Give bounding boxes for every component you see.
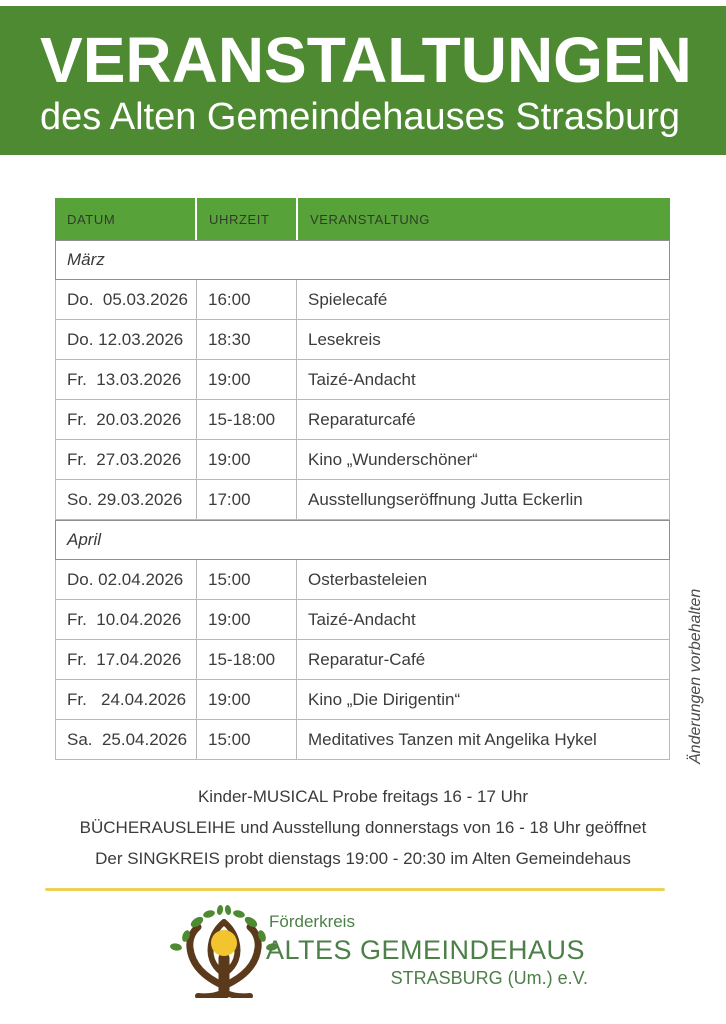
event-time: 18:30 [197, 320, 297, 359]
month-section-header: April [55, 520, 670, 560]
table-header-row [55, 198, 670, 240]
event-row [55, 320, 670, 360]
event-name: Ausstellungseröffnung Jutta Eckerlin [308, 489, 583, 509]
event-name: Kino „Die Dirigentin“ [308, 689, 461, 709]
foerderkreis-logo [168, 900, 598, 1000]
logo-line-altes-gemeindehaus: ALTES GEMEINDEHAUS [266, 935, 586, 965]
event-row [55, 560, 670, 600]
event-time: 19:00 [197, 360, 297, 399]
event-date: Do. 12.03.2026 [56, 320, 197, 359]
event-date: Fr. 10.04.2026 [56, 600, 197, 639]
event-date: Fr. 27.03.2026 [56, 440, 197, 479]
table-body [55, 240, 670, 760]
note-singkreis: Der SINGKREIS probt dienstags 19:00 - 20:30 im Alten Gemeindehaus [95, 849, 631, 868]
event-name: Taizé-Andacht [308, 369, 416, 389]
event-time: 15:00 [197, 560, 297, 599]
event-time: 19:00 [197, 440, 297, 479]
logo-line-foerderkreis: Förderkreis [269, 912, 355, 931]
header-band [0, 6, 726, 155]
divider-line [45, 888, 665, 891]
month-section-header: März [55, 240, 670, 280]
event-time: 15-18:00 [197, 640, 297, 679]
column-header-datum: DATUM [55, 198, 195, 240]
note-buecherausleihe: BÜCHERAUSLEIHE und Ausstellung donnerstags von 16 - 18 Uhr geöffnet [79, 818, 647, 837]
event-name: Taizé-Andacht [308, 609, 416, 629]
event-date: Do. 05.03.2026 [56, 280, 197, 319]
column-header-veranstaltung: VERANSTALTUNG [298, 198, 670, 240]
note-kinder-musical: Kinder-MUSICAL Probe freitags 16 - 17 Uhr [197, 787, 529, 806]
event-name: Reparaturcafé [308, 409, 416, 429]
event-date: Do. 02.04.2026 [56, 560, 197, 599]
event-name: Spielecafé [308, 289, 388, 309]
event-name: Lesekreis [308, 329, 381, 349]
event-name: Meditatives Tanzen mit Angelika Hykel [308, 729, 597, 749]
column-header-uhrzeit: UHRZEIT [197, 198, 296, 240]
event-row [55, 720, 670, 760]
event-time: 19:00 [197, 600, 297, 639]
event-time: 15-18:00 [197, 400, 297, 439]
event-row [55, 280, 670, 320]
event-name: Osterbasteleien [308, 569, 428, 589]
event-date: Fr. 17.04.2026 [56, 640, 197, 679]
page-subtitle: des Alten Gemeindehauses Strasburg [40, 96, 681, 138]
event-row [55, 480, 670, 520]
event-time: 19:00 [197, 680, 297, 719]
event-date: Fr. 24.04.2026 [56, 680, 197, 719]
event-date: Sa. 25.04.2026 [56, 720, 197, 759]
event-time: 16:00 [197, 280, 297, 319]
event-date: So. 29.03.2026 [56, 480, 197, 519]
event-date: Fr. 13.03.2026 [56, 360, 197, 399]
logo-text-block [266, 912, 588, 989]
event-row [55, 600, 670, 640]
event-row [55, 400, 670, 440]
event-row [55, 360, 670, 400]
event-time: 17:00 [197, 480, 297, 519]
event-name: Reparatur-Café [308, 649, 426, 669]
event-row [55, 680, 670, 720]
page-title: VERANSTALTUNGEN [40, 24, 692, 96]
logo-line-strasburg: STRASBURG (Um.) e.V. [390, 968, 588, 988]
event-row [55, 440, 670, 480]
event-name: Kino „Wunderschöner“ [308, 449, 478, 469]
event-date: Fr. 20.03.2026 [56, 400, 197, 439]
events-table [55, 198, 670, 760]
side-note-changes-reserved: Änderungen vorbehalten [687, 588, 704, 764]
event-time: 15:00 [197, 720, 297, 759]
footer-notes [0, 788, 726, 881]
event-row [55, 640, 670, 680]
tree-sun-logo-icon [168, 902, 280, 998]
